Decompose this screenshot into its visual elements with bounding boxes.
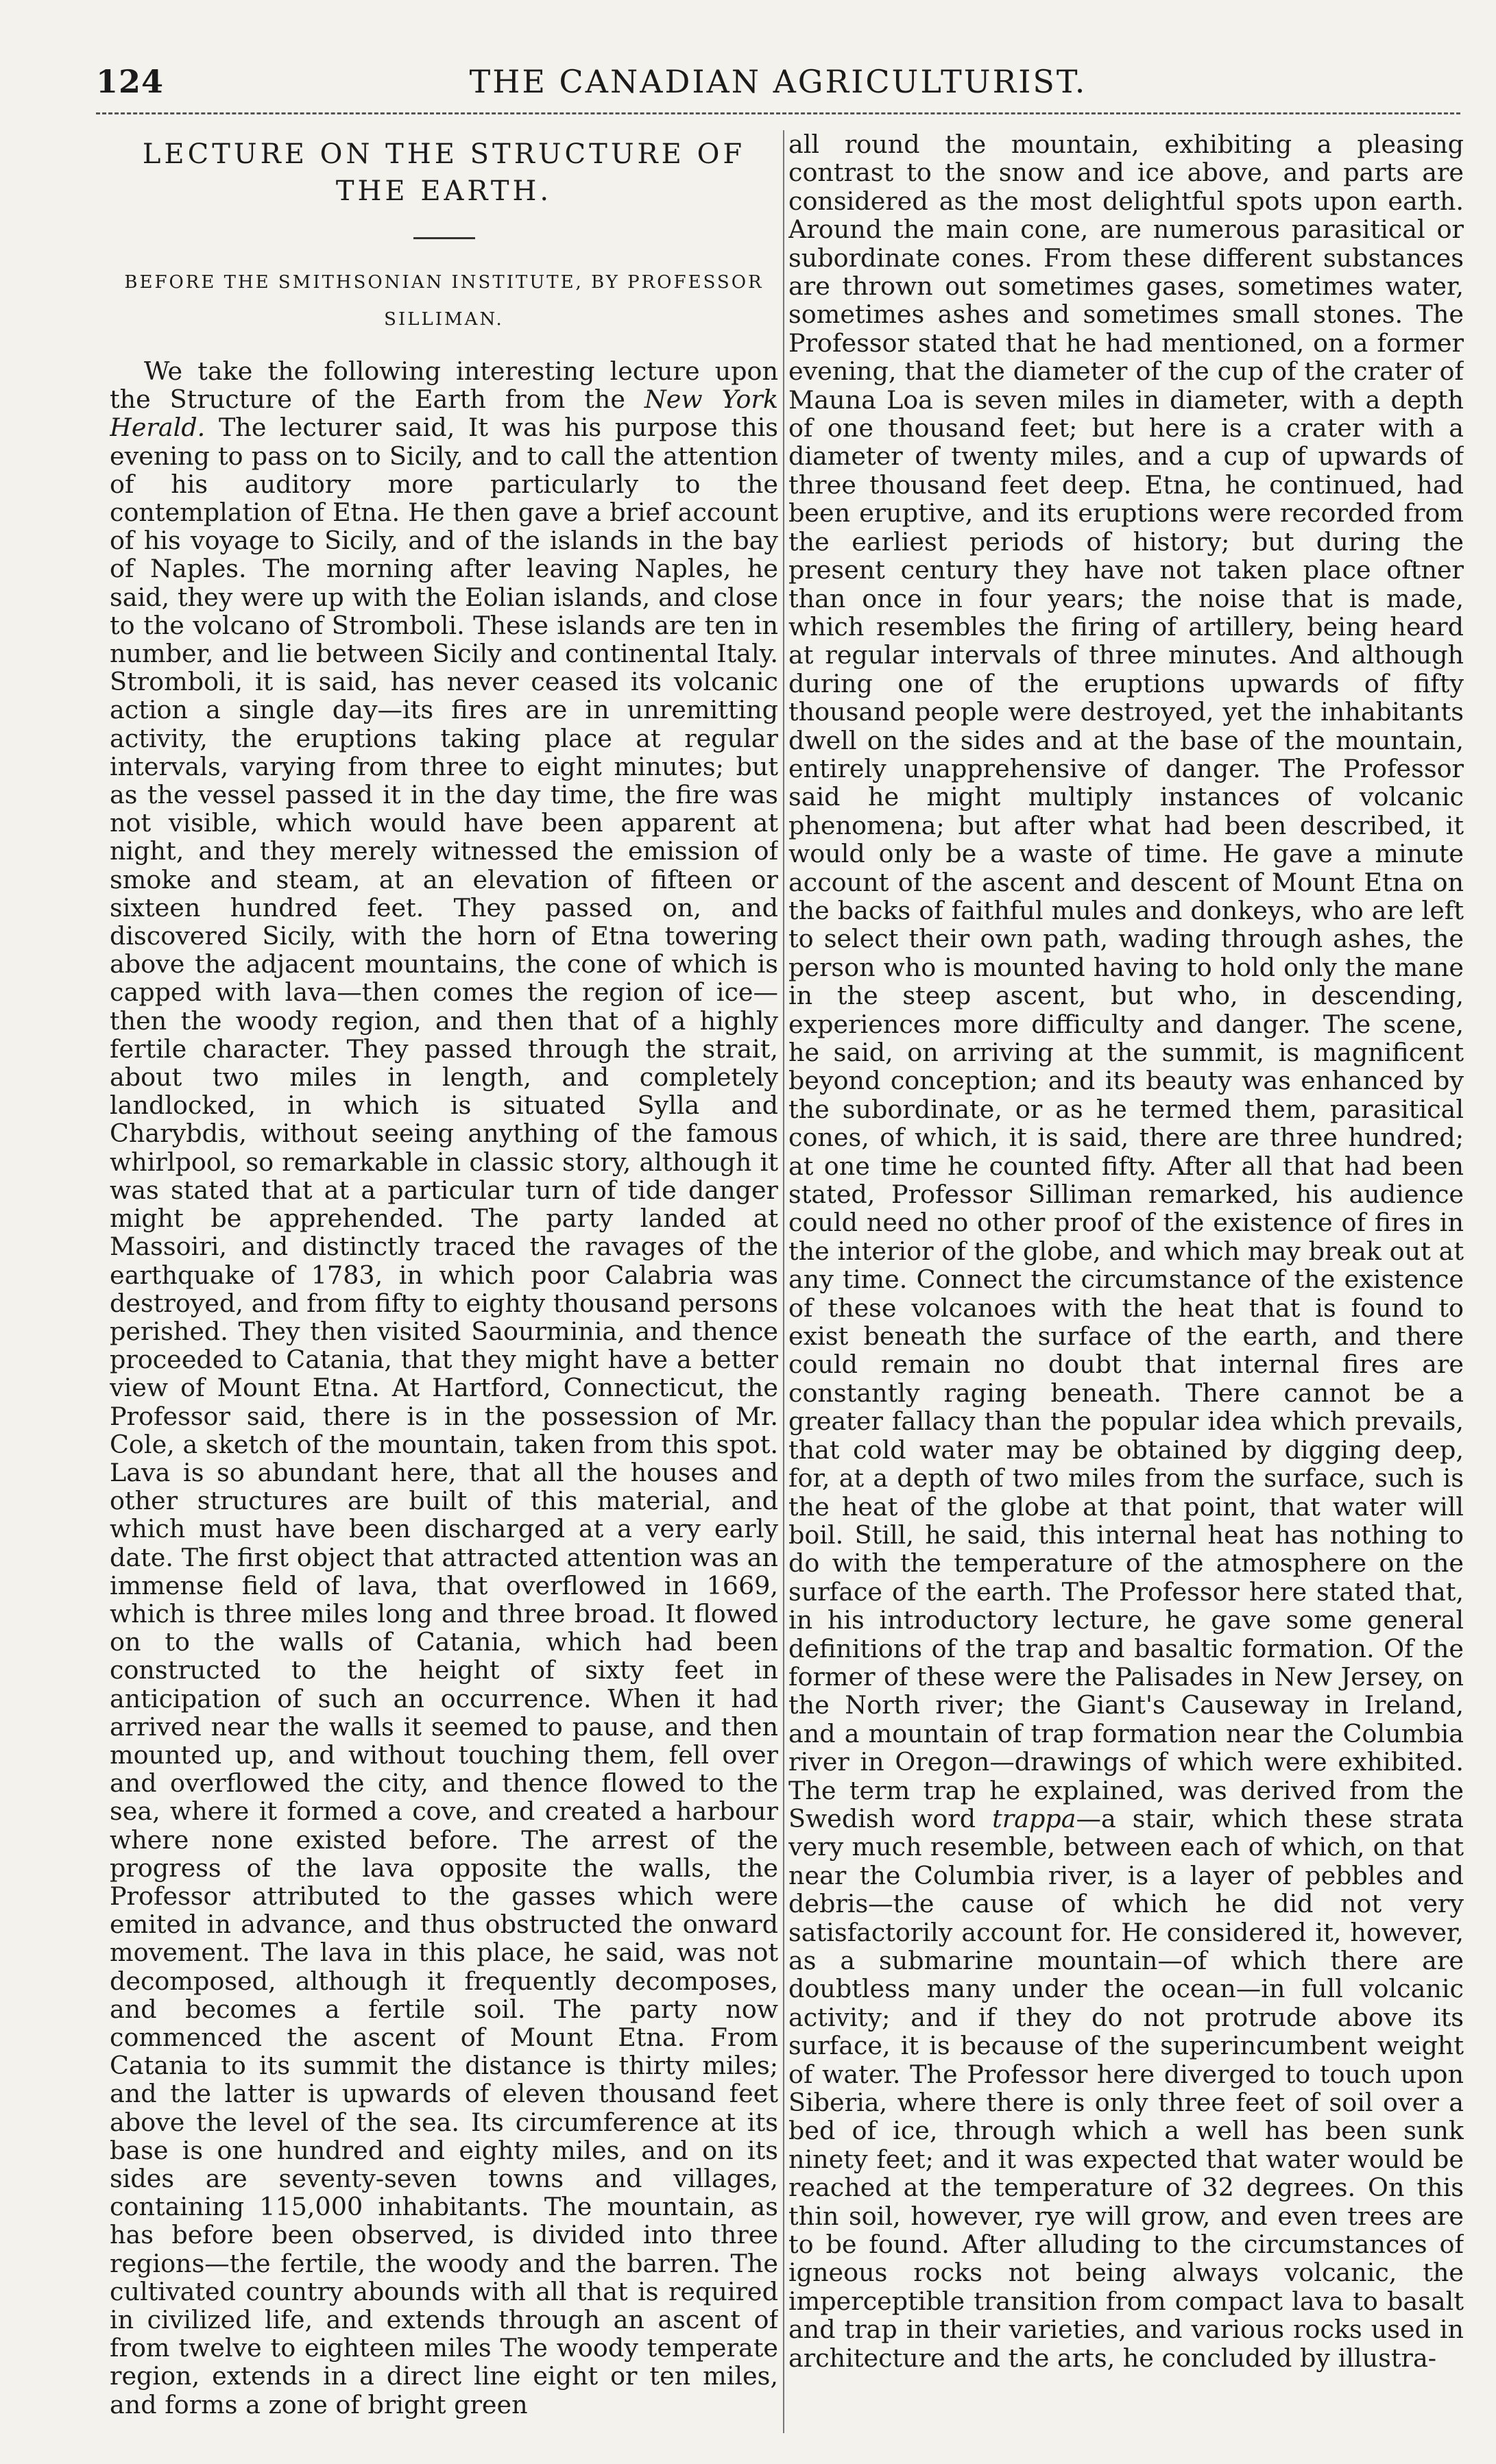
page-number: 124 <box>96 63 165 100</box>
article-subtitle: BEFORE THE SMITHSONIAN INSTITUTE, BY PROFESSOR SILLIMAN. <box>124 272 764 330</box>
text-segment: The lecturer said, It was his purpose this evening to pass on to Sicily, and to call the attention of his auditory more particularly to the contemplation of Etna. He then gave a brief account of his voyage to Sicily, and of the islands in the bay of Naples. The morning after leaving Naples, he said, they were up with the Eolian islands, and close to the volcano of Stromboli. These islands are ten in number, and lie between Sicily and continental Italy. Stromboli, it is said, has never ceased its volcanic action a single day—its fires are in unremitting activity, the eruptions taking place at regular intervals, varying from three to eight minutes; but as the vessel passed it in the day time, the fire was not visible, which would have been apparent at night, and they merely witnessed the emission of smoke and steam, at an elevation of fifteen or sixteen hundred feet. They passed on, and discovered Sicily, with the horn of Etna towering above the adjacent mountains, the cone of which is capped with lava—then comes the region of ice—then the woody region, and then that of a highly fertile character. They passed through the strait, about two miles in length, and completely landlocked, in which is situated Sylla and Charybdis, without seeing anything of the famous whirlpool, so remarkable in classic story, although it was stated that at a particular turn of tide danger might be apprehended. The party landed at Massoiri, and distinctly traced the ravages of the earthquake of 1783, in which poor Calabria was destroyed, and from fifty to eighty thousand persons perished. They then visited Saourminia, and thence proceeded to Catania, that they might have a better view of Mount Etna. At Hartford, Connecticut, the Professor said, there is in the possession of Mr. Cole, a sketch of the mountain, taken from this spot. Lava is so abundant here, that all the houses and other structures are built of this material, and which must have been discharged at a very early date. The first object that attracted attention was an immense field of lava, that overflowed in 1669, which is three miles long and three broad. It flowed on to the walls of Catania, which had been constructed to the height of sixty feet in anticipation of such an occurrence. When it had arrived near the walls it seemed to pause, and then mounted up, and without touching them, fell over and overflowed the city, and thence flowed to the sea, where it formed a cove, and created a harbour where none existed before. The arrest of the progress of the lava opposite the walls, the Professor attributed to the gasses which were emited in advance, and thus obstructed the onward movement. The lava in this place, he said, was not decomposed, although it frequently decomposes, and becomes a fertile soil. The party now commenced the ascent of Mount Etna. From Catania to its summit the distance is thirty miles; and the latter is upwards of eleven thousand feet above the level of the sea. Its circumference at its base is one hundred and eighty miles, and on its sides are seventy-seven towns and villages, containing 115,000 inhabitants. The mountain, as has before been observed, is divided into three regions—the fertile, the woody and the barren. The cultivated country abounds with all that is required in civilized life, and extends through an ascent of from twelve to eighteen miles The woody temperate region, extends in a direct line eight or ten miles, and forms a zone of bright green <box>110 413 778 2419</box>
text-segment: We take the following interesting lecture upon the Structure of the Earth from the <box>110 356 778 415</box>
text-segment: all round the mountain, exhibiting a pleasing contrast to the snow and ice above, and parts are considered as the most delightful spots upon earth. Around the main cone, are numerous parasitical or subordinate cones. From these different substances are thrown out sometimes gases, sometimes water, sometimes ashes and sometimes small stones. The Professor stated that he had mentioned, on a former evening, that the diameter of the cup of the crater of Mauna Loa is seven miles in diameter, with a depth of one thousand feet; but here is a crater with a diameter of twenty miles, and a cup of upwards of three thousand feet deep. Etna, he continued, had been eruptive, and its eruptions were recorded from the earliest periods of history; but during the present century they have not taken place oftner than once in four years; the noise that is made, which resembles the firing of artillery, being heard at regular intervals of three minutes. And although during one of the eruptions upwards of fifty thousand people were destroyed, yet the inhabitants dwell on the sides and at the base of the mountain, entirely unapprehensive of danger. The Professor said he might multiply instances of volcanic phenomena; but after what had been described, it would only be a waste of time. He gave a minute account of the ascent and descent of Mount Etna on the backs of faithful mules and donkeys, who are left to select their own path, wading through ashes, the person who is mounted having to hold only the mane in the steep ascent, but who, in descending, experiences more difficulty and danger. The scene, he said, on arriving at the summit, is magnificent beyond conception; and its beauty was enhanced by the subordinate, or as he termed them, parasitical cones, of which, it is said, there are three hundred; at one time he counted fifty. After all that had been stated, Professor Silliman remarked, his audience could need no other proof of the existence of fires in the interior of the globe, and which may break out at any time. Connect the circumstance of the existence of these volcanoes with the heat that is found to exist beneath the surface of the earth, and there could remain no doubt that internal fires are constantly raging beneath. There cannot be a greater fallacy than the popular idea which prevails, that cold water may be obtained by digging deep, for, at a depth of two miles from the surface, such is the heat of the globe at that point, that water will boil. Still, he said, this internal heat has nothing to do with the temperature of the atmosphere on the surface of the earth. The Professor here stated that, in his introductory lecture, he gave some general definitions of the trap and basaltic formation. Of the former of these were the Palisades in New Jersey, on the North river; the Giant's Causeway in Ireland, and a mountain of trap formation near the Columbia river in Oregon—drawings of which were exhibited. The term trap he explained, was derived from the Swedish word <box>788 130 1464 1833</box>
right-column <box>788 130 1464 2433</box>
page-header <box>96 63 1460 111</box>
header-rule <box>96 112 1460 114</box>
italic-source-name: New York Herald. <box>110 385 778 443</box>
text-segment: —a stair, which these strata very much resemble, between each of which, on that near the Columbia river, is a layer of pebbles and debris—the cause of which he did not very satisfactorily account for. He considered it, however, as a submarine mountain—of which there are doubtless many under the ocean—in full volcanic activity; and if they do not protrude above its surface, it is because of the superincumbent weight of water. The Professor here diverged to touch upon Siberia, where there is only three feet of soil over a bed of ice, through which a well has been sunk ninety feet; and it was expected that water would be reached at the temperature of 32 degrees. On this thin soil, however, rye will grow, and even trees are to be found. After alluding to the circumstances of igneous rocks not being always volcanic, the imperceptible transition from compact lava to basalt and trap in their varieties, and various rocks used in architecture and the arts, he concluded by illustra- <box>788 1803 1464 2373</box>
column-divider <box>783 130 784 2433</box>
right-column-text <box>788 130 1464 2372</box>
left-column <box>110 130 778 2433</box>
article-title: LECTURE ON THE STRUCTURE OF THE EARTH. <box>142 138 746 207</box>
italic-word: trappa <box>992 1803 1076 1833</box>
title-divider <box>413 237 475 239</box>
left-column-text <box>110 357 778 2419</box>
running-title: THE CANADIAN AGRICULTURIST. <box>469 63 1087 100</box>
